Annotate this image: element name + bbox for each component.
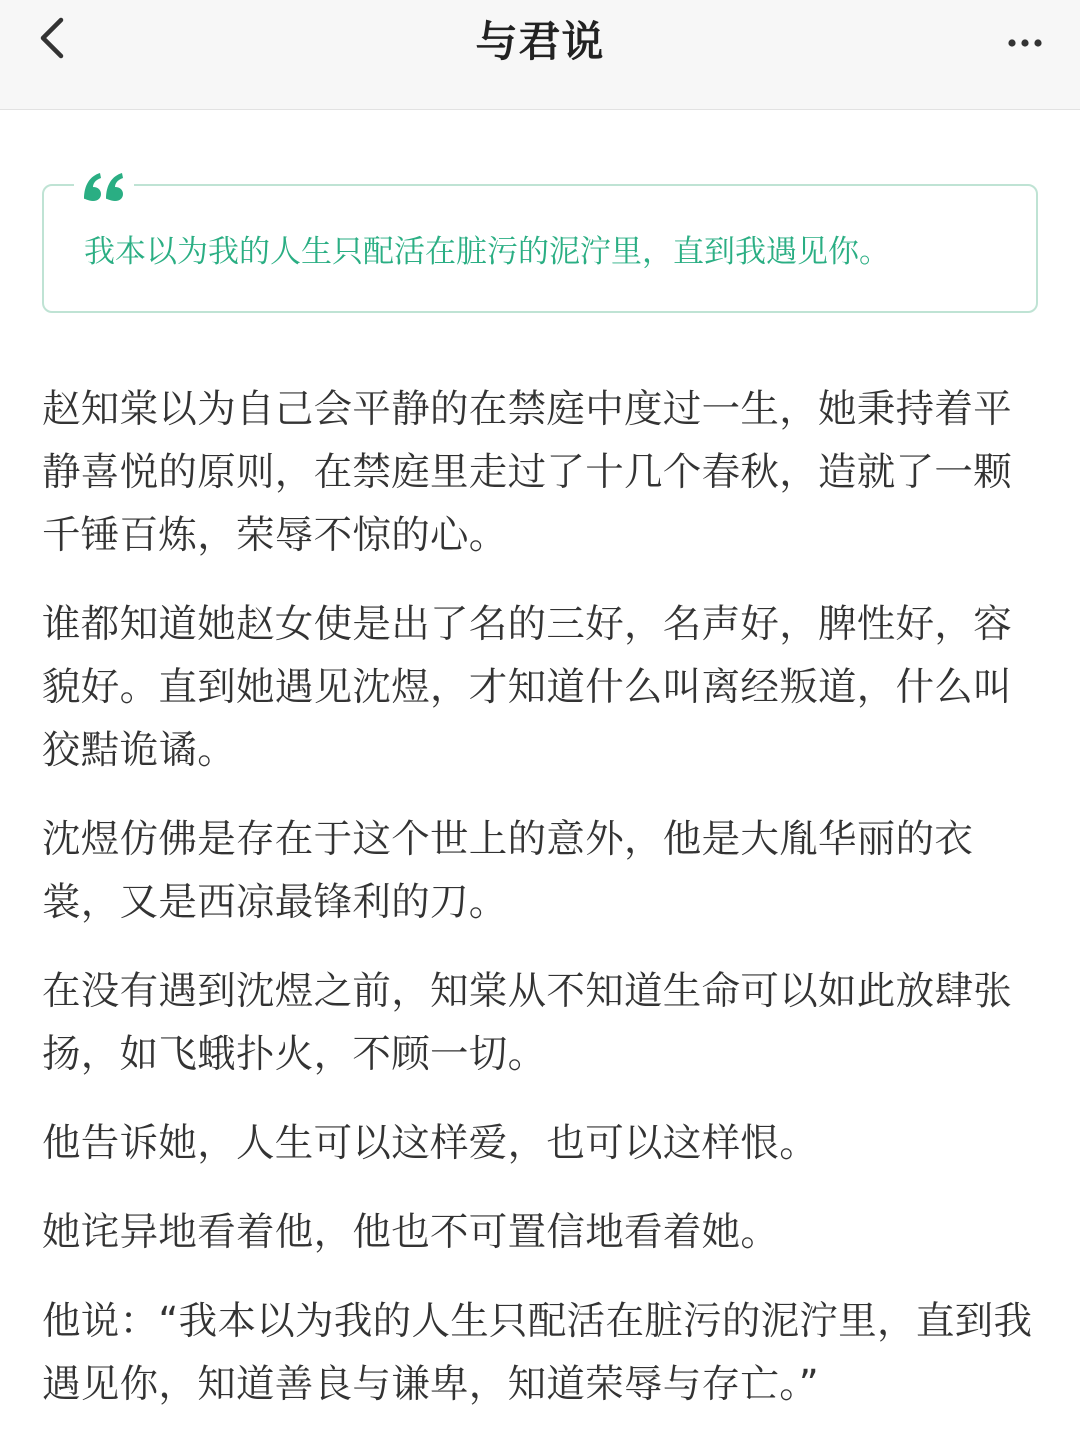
paragraph: 谁都知道她赵女使是出了名的三好，名声好，脾性好，容貌好。直到她遇见沈煜，才知道什么叫离经叛道，什么叫狡黠诡谲。 — [42, 602, 1013, 773]
paragraph: 她诧异地看着他，他也不可置信地看着她。 — [42, 1210, 780, 1255]
paragraph: 赵知棠以为自己会平静的在禁庭中度过一生，她秉持着平静喜悦的原则，在禁庭里走过了十几个春秋，造就了一颗千锤百炼，荣辱不惊的心。 — [42, 387, 1013, 558]
paragraph: 他告诉她，人生可以这样爱，也可以这样恨。 — [42, 1121, 819, 1166]
quote-open-icon — [74, 166, 134, 206]
more-options-button[interactable] — [1000, 20, 1050, 64]
highlight-quote-box — [42, 184, 1038, 313]
article-body — [42, 378, 1040, 1442]
page-title: 与君说 — [475, 17, 605, 66]
paragraph: 沈煜仿佛是存在于这个世上的意外，他是大胤华丽的衣裳，又是西凉最锋利的刀。 — [42, 817, 974, 925]
back-button[interactable] — [26, 14, 78, 66]
paragraph: 他说：“我本以为我的人生只配活在脏污的泥泞里，直到我遇见你，知道善良与谦卑，知道荣辱与存亡。” — [42, 1299, 1033, 1407]
more-horizontal-icon — [1007, 33, 1043, 52]
top-navigation-bar — [0, 0, 1080, 110]
chevron-left-icon — [37, 16, 67, 64]
quote-text: 我本以为我的人生只配活在脏污的泥泞里，直到我遇见你。 — [84, 234, 890, 270]
paragraph: 在没有遇到沈煜之前，知棠从不知道生命可以如此放肆张扬，如飞蛾扑火，不顾一切。 — [42, 969, 1013, 1077]
